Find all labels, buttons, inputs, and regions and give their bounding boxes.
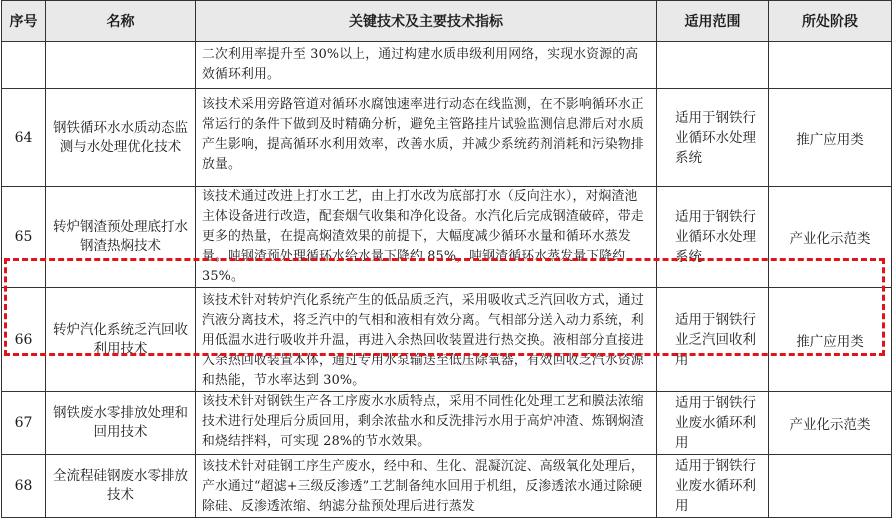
header-num: 序号: [2, 1, 46, 42]
row-stage: [769, 42, 892, 89]
table-row: [2, 455, 892, 518]
row-stage: 推广应用类: [769, 288, 892, 392]
row-num: 65: [2, 187, 46, 288]
row-name: 钢铁废水零排放处理和回用技术: [46, 392, 196, 455]
row-desc-text: 该技术通过改进上打水工艺，由上打水改为底部打水（反向注水），对焖渣池主体设备进行改造，配套烟气收集和净化设备。水汽化后完成钢渣破碎，带走更多的热量，在提高焖渣效果的前提下，大幅度减少循环水量和循环水蒸发量。吨钢渣预处理循环水给水量下降约 85%，吨钢渣循环水蒸发量下降约 35%。: [202, 189, 644, 284]
row-num: [2, 42, 46, 89]
row-scope: 适用于钢铁行业循环水处理系统: [657, 187, 769, 288]
technology-table: [1, 0, 892, 518]
table-row: [2, 89, 892, 187]
table-row: [2, 392, 892, 455]
header-desc: 关键技术及主要技术指标: [196, 1, 657, 42]
header-name: 名称: [46, 1, 196, 42]
row-stage: 产业化示范类: [769, 392, 892, 455]
row-desc-text: 该技术针对钢铁生产各工序废水水质特点，采用不同性化处理工艺和膜法浓缩技术进行处理后分质回用，剩余浓盐水和反洗排污水用于高炉冲渣、炼钢焖渣和烧结拌料，可实现 28%的节水效果。: [202, 394, 644, 449]
row-name: 转炉钢渣预处理底打水钢渣热焖技术: [46, 187, 196, 288]
row-desc: [196, 89, 657, 187]
row-desc: [196, 288, 657, 392]
table-row: [2, 187, 892, 288]
row-name: 全流程硅钢废水零排放技术: [46, 455, 196, 518]
row-name: [46, 42, 196, 89]
row-desc-text: 该技术针对转炉汽化系统产生的低品质乏汽，采用吸收式乏汽回收方式，通过汽液分离技术，将乏汽中的气相和液相有效分离。气相部分送入动力系统，利用低温水进行吸收并升温，再进入余热回收装置进行热交换。液相部分直接进入余热回收装置本体，通过专用水泵输送至低压除氧器，有效回收乏汽水资源和热能，节水率达到 30%。: [202, 293, 644, 388]
row-stage: 推广应用类: [769, 89, 892, 187]
table-header-row: [2, 1, 892, 42]
row-desc: [196, 392, 657, 455]
row-desc-text: 该技术采用旁路管道对循环水腐蚀速率进行动态在线监测，在不影响循环水正常运行的条件下做到及时精确分析，避免主管路挂片试验监测信息滞后对水质产生影响，提高循环水利用效率，改善水质，并减少系统药剂消耗和污染物排放量。: [202, 97, 644, 172]
row-desc: [196, 42, 657, 89]
row-desc-text: 二次利用率提升至 30%以上，通过构建水质串级利用网络，实现水资源的高效循环利用。: [202, 47, 639, 82]
row-name: 转炉汽化系统乏汽回收利用技术: [46, 288, 196, 392]
row-scope: 适用于钢铁行业废水循环利用: [657, 455, 769, 518]
row-scope: 适用于钢铁行业循环水处理系统: [657, 89, 769, 187]
row-name: 钢铁循环水水质动态监测与水处理优化技术: [46, 89, 196, 187]
row-desc-text: 该技术针对硅钢工序生产废水，经中和、生化、混凝沉淀、高级氧化处理后，产水通过“超滤+三级反渗透”工艺制备纯水回用于机组，反渗透浓水通过除硬除硅、反渗透浓缩、纳滤分盐预处理后进行蒸发: [202, 459, 644, 514]
table-row: [2, 288, 892, 392]
row-desc: [196, 187, 657, 288]
row-stage: [769, 455, 892, 518]
row-scope: [657, 42, 769, 89]
row-num: 67: [2, 392, 46, 455]
row-num: 64: [2, 89, 46, 187]
row-scope: 适用于钢铁行业废水循环利用: [657, 392, 769, 455]
header-stage: 所处阶段: [769, 1, 892, 42]
row-scope: 适用于钢铁行业乏汽回收利用: [657, 288, 769, 392]
row-num: 68: [2, 455, 46, 518]
table-row: [2, 42, 892, 89]
header-scope: 适用范围: [657, 1, 769, 42]
row-desc: [196, 455, 657, 518]
row-stage: 产业化示范类: [769, 187, 892, 288]
row-num: 66: [2, 288, 46, 392]
